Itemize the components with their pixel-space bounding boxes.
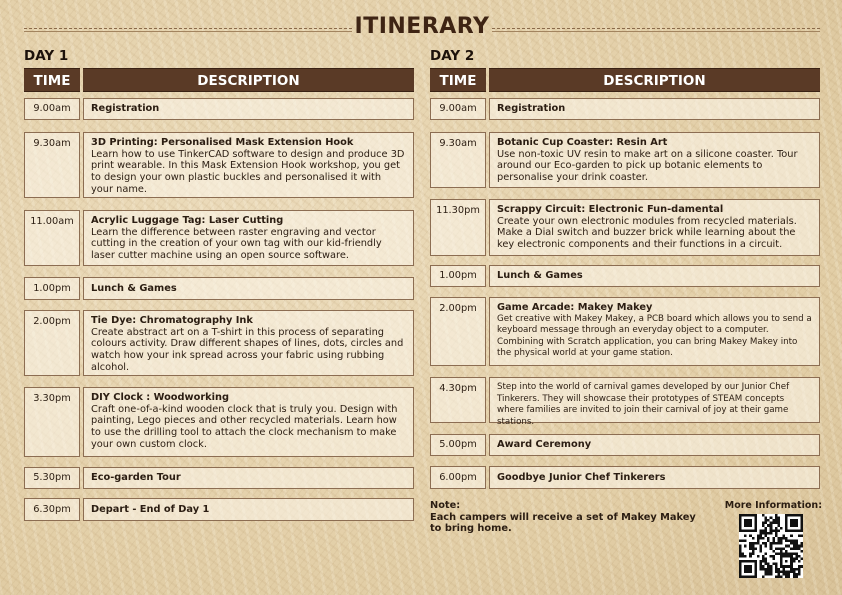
activity-title: Award Ceremony: [497, 439, 592, 451]
day2-header: [430, 68, 820, 92]
activity-title: Game Arcade: Makey Makey: [497, 302, 653, 313]
day1-row: [24, 467, 414, 489]
activity-description: Get creative with Makey Makey, a PCB board which allows you to send a keyboard message through an everyday object to a computer. Combining with Scratch application, you can bring Makey Makey into the physical world at your game station.: [497, 313, 812, 359]
activity-description: Learn how to use TinkerCAD software to design and produce 3D print wearable. In this Mask Extension Hook workshop, you get to design your own plastic buckles and personalised it with your name.: [91, 148, 405, 195]
row-time: 9.00am: [430, 98, 486, 120]
activity-description: Create your own electronic modules from recycled materials. Make a Dial switch and buzzer brick while learning about the key electronic components and their functions in a circuit.: [497, 215, 797, 251]
more-info-label: More Information:: [724, 500, 822, 511]
day2-description-header: DESCRIPTION: [489, 68, 820, 92]
activity-title: Acrylic Luggage Tag: Laser Cutting: [91, 215, 284, 226]
activity-title: Goodbye Junior Chef Tinkerers: [497, 471, 666, 483]
row-time: 11.00am: [24, 210, 80, 266]
activity-title: Depart - End of Day 1: [91, 503, 210, 515]
day1-row: [24, 498, 414, 521]
day1-row: [24, 210, 414, 266]
note-section: [430, 500, 700, 535]
row-description: [83, 387, 414, 457]
row-time: 9.00am: [24, 98, 80, 120]
day2-row: [430, 377, 820, 427]
row-time: 5.30pm: [24, 467, 80, 489]
day2-row: [430, 132, 820, 188]
day2-row: [430, 199, 820, 256]
day2-row: [430, 265, 820, 287]
day1-row: [24, 132, 414, 198]
row-description: [489, 265, 820, 287]
row-description: [489, 98, 820, 120]
day2-label: DAY 2: [430, 48, 475, 64]
row-description: [83, 132, 414, 198]
row-description: [83, 277, 414, 300]
row-time: 11.30pm: [430, 199, 486, 256]
activity-title: Registration: [497, 103, 566, 115]
day1-row: [24, 98, 414, 120]
row-description: [83, 210, 414, 266]
day1-row: [24, 277, 414, 300]
activity-title: Eco-garden Tour: [91, 472, 181, 484]
activity-title: Botanic Cup Coaster: Resin Art: [497, 137, 668, 148]
activity-title: Lunch & Games: [497, 270, 583, 282]
row-time: 3.30pm: [24, 387, 80, 457]
day1-header: [24, 68, 414, 92]
day1-row: [24, 387, 414, 457]
row-description: [83, 310, 414, 376]
day2-time-header: TIME: [430, 68, 486, 92]
activity-description: Step into the world of carnival games developed by our Junior Chef Tinkerers. They will showcase their prototypes of STEAM concepts where families are invited to join their carnival of joy at their game stations.: [497, 382, 790, 427]
day2-row: [430, 466, 820, 489]
row-description: [83, 98, 414, 120]
activity-title: Lunch & Games: [91, 282, 177, 294]
activity-description: Create abstract art on a T-shirt in this process of separating colours activity. Draw different shapes of lines, dots, circles and watch how your ink spread across your fabric using rubbing alcohol.: [91, 326, 404, 373]
note-label: Note:: [430, 500, 461, 511]
day2-row: [430, 297, 820, 366]
day1-row: [24, 310, 414, 376]
qr-code-icon[interactable]: [739, 514, 803, 578]
activity-title: 3D Printing: Personalised Mask Extension Hook: [91, 137, 354, 148]
activity-title: Tie Dye: Chromatography Ink: [91, 315, 253, 326]
day1-label: DAY 1: [24, 48, 69, 64]
row-time: 2.00pm: [430, 297, 486, 366]
row-time: 2.00pm: [24, 310, 80, 376]
row-time: 6.00pm: [430, 466, 486, 489]
row-description: [489, 377, 820, 427]
activity-description: Use non-toxic UV resin to make art on a silicone coaster. Tour around our Eco-garden to pick up botanic elements to personalise your drink coaster.: [497, 148, 798, 184]
note-text: Each campers will receive a set of Makey Makey to bring home.: [430, 511, 696, 535]
title-banner: [24, 14, 820, 44]
day2-row: [430, 98, 820, 120]
day2-section: [430, 48, 820, 483]
day2-row: [430, 434, 820, 456]
page-title: ITINERARY: [354, 14, 490, 39]
activity-title: DIY Clock : Woodworking: [91, 392, 230, 403]
row-description: [489, 297, 820, 366]
activity-description: Craft one-of-a-kind wooden clock that is truly you. Design with painting, Lego pieces and other recycled materials. Learn how to use the drilling tool to attach the clock mechanism to make your own custom clock.: [91, 403, 398, 450]
row-description: [489, 434, 820, 456]
day1-section: [24, 48, 414, 515]
row-time: 9.30am: [24, 132, 80, 198]
row-description: [489, 132, 820, 188]
row-description: [83, 498, 414, 521]
row-description: [489, 466, 820, 489]
row-time: 1.00pm: [430, 265, 486, 287]
row-time: 4.30pm: [430, 377, 486, 423]
title-rule-right: [492, 28, 820, 29]
row-description: [489, 199, 820, 256]
row-time: 6.30pm: [24, 498, 80, 521]
activity-title: Scrappy Circuit: Electronic Fun-damental: [497, 204, 724, 215]
row-time: 9.30am: [430, 132, 486, 188]
day1-description-header: DESCRIPTION: [83, 68, 414, 92]
activity-title: Registration: [91, 103, 160, 115]
row-time: 1.00pm: [24, 277, 80, 300]
day1-time-header: TIME: [24, 68, 80, 92]
activity-description: Learn the difference between raster engraving and vector cutting in the creation of your own tag with our kid-friendly laser cutter machine using an open source software.: [91, 226, 382, 262]
row-description: [83, 467, 414, 489]
row-time: 5.00pm: [430, 434, 486, 456]
